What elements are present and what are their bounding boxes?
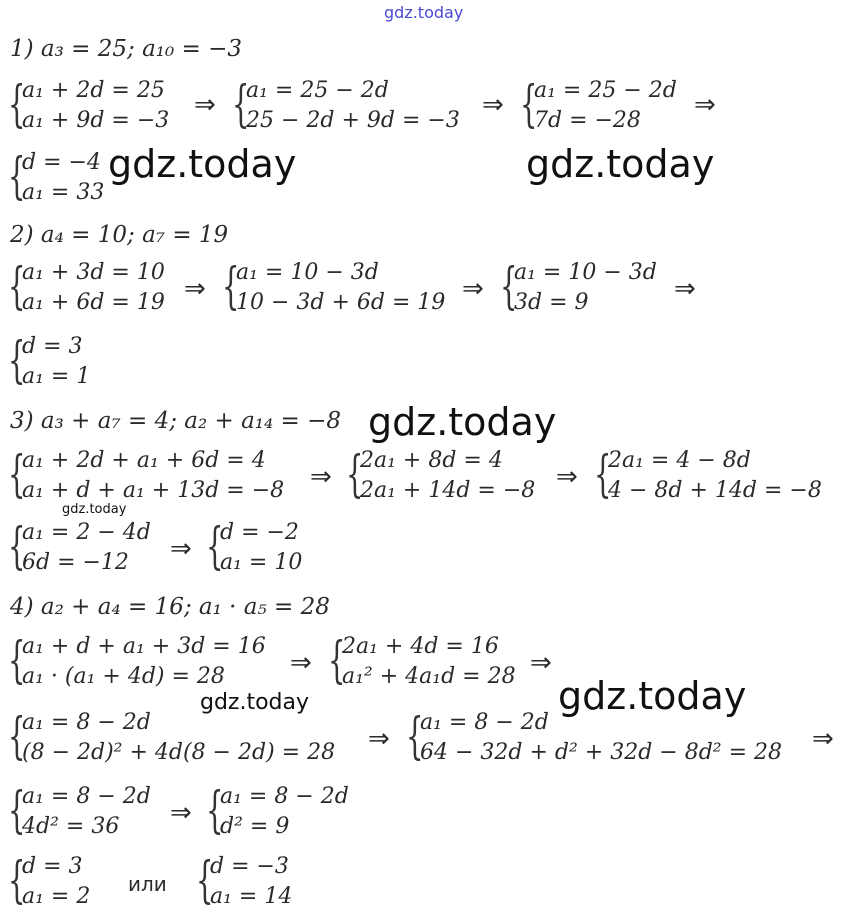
implies-arrow-icon: ⇒ bbox=[310, 462, 332, 492]
equation: (8 − 2d)² + 4d(8 − 2d) = 28 bbox=[22, 740, 336, 765]
implies-arrow-icon: ⇒ bbox=[368, 724, 390, 754]
implies-arrow-icon: ⇒ bbox=[694, 90, 716, 120]
equation: a₁ + 2d = 25 bbox=[22, 78, 165, 103]
equation: a₁ = 25 − 2d bbox=[246, 78, 389, 103]
equation: d = −2 bbox=[220, 520, 299, 545]
brace-icon: { bbox=[500, 257, 518, 315]
equation: 2a₁ + 14d = −8 bbox=[360, 478, 536, 503]
equation: a₁ = 8 − 2d bbox=[220, 784, 349, 809]
equation: a₁ = 1 bbox=[22, 364, 91, 389]
implies-arrow-icon: ⇒ bbox=[462, 274, 484, 304]
equation: a₁ + 6d = 19 bbox=[22, 290, 165, 315]
brace-icon: { bbox=[8, 707, 26, 765]
brace-icon: { bbox=[346, 445, 364, 503]
equation: 6d = −12 bbox=[22, 550, 129, 575]
equation: d = −4 bbox=[22, 150, 101, 175]
equation: a₁ + d + a₁ + 3d = 16 bbox=[22, 634, 266, 659]
watermark: gdz.today bbox=[368, 400, 557, 444]
watermark: gdz.today bbox=[526, 142, 715, 186]
equation: 10 − 3d + 6d = 19 bbox=[236, 290, 446, 315]
equation: 4 − 8d + 14d = −8 bbox=[608, 478, 822, 503]
equation: a₁² + 4a₁d = 28 bbox=[342, 664, 516, 689]
brace-icon: { bbox=[206, 781, 224, 839]
brace-icon: { bbox=[8, 851, 26, 909]
equation: a₁ = 10 bbox=[220, 550, 303, 575]
brace-icon: { bbox=[8, 147, 26, 205]
equation: a₁ + 3d = 10 bbox=[22, 260, 165, 285]
watermark: gdz.today bbox=[108, 142, 297, 186]
brace-icon: { bbox=[8, 445, 26, 503]
equation: a₁ = 2 bbox=[22, 884, 91, 909]
equation: a₁ = 8 − 2d bbox=[420, 710, 549, 735]
implies-arrow-icon: ⇒ bbox=[170, 534, 192, 564]
implies-arrow-icon: ⇒ bbox=[184, 274, 206, 304]
equation: d = −3 bbox=[210, 854, 289, 879]
brace-icon: { bbox=[8, 331, 26, 389]
watermark: gdz.today bbox=[200, 690, 310, 715]
brace-icon: { bbox=[8, 257, 26, 315]
watermark: gdz.today bbox=[62, 502, 127, 517]
watermark: gdz.today bbox=[558, 674, 747, 718]
brace-icon: { bbox=[8, 781, 26, 839]
equation: a₁ = 10 − 3d bbox=[514, 260, 657, 285]
brace-icon: { bbox=[406, 707, 424, 765]
problem-3-header: 3) a₃ + a₇ = 4; a₂ + a₁₄ = −8 bbox=[10, 408, 342, 434]
equation: 2a₁ + 4d = 16 bbox=[342, 634, 499, 659]
equation: d = 3 bbox=[22, 334, 83, 359]
problem-2-header: 2) a₄ = 10; a₇ = 19 bbox=[10, 222, 229, 248]
implies-arrow-icon: ⇒ bbox=[556, 462, 578, 492]
equation: a₁ + 9d = −3 bbox=[22, 108, 170, 133]
brace-icon: { bbox=[594, 445, 612, 503]
equation: a₁ = 2 − 4d bbox=[22, 520, 151, 545]
problem-1-header: 1) a₃ = 25; a₁₀ = −3 bbox=[10, 36, 243, 62]
implies-arrow-icon: ⇒ bbox=[170, 798, 192, 828]
implies-arrow-icon: ⇒ bbox=[674, 274, 696, 304]
brace-icon: { bbox=[206, 517, 224, 575]
equation: 25 − 2d + 9d = −3 bbox=[246, 108, 460, 133]
equation: a₁ = 14 bbox=[210, 884, 293, 909]
implies-arrow-icon: ⇒ bbox=[290, 648, 312, 678]
equation: 3d = 9 bbox=[514, 290, 589, 315]
equation: a₁ = 10 − 3d bbox=[236, 260, 379, 285]
equation: a₁ = 33 bbox=[22, 180, 105, 205]
implies-arrow-icon: ⇒ bbox=[194, 90, 216, 120]
equation: a₁ = 25 − 2d bbox=[534, 78, 677, 103]
brace-icon: { bbox=[8, 75, 26, 133]
equation: a₁ · (a₁ + 4d) = 28 bbox=[22, 664, 225, 689]
implies-arrow-icon: ⇒ bbox=[482, 90, 504, 120]
equation: 64 − 32d + d² + 32d − 8d² = 28 bbox=[420, 740, 783, 765]
equation: 2a₁ + 8d = 4 bbox=[360, 448, 503, 473]
equation: d² = 9 bbox=[220, 814, 290, 839]
problem-4-header: 4) a₂ + a₄ = 16; a₁ · a₅ = 28 bbox=[10, 594, 330, 620]
equation: d = 3 bbox=[22, 854, 83, 879]
equation: a₁ + 2d + a₁ + 6d = 4 bbox=[22, 448, 266, 473]
brace-icon: { bbox=[8, 517, 26, 575]
brace-icon: { bbox=[520, 75, 538, 133]
equation: a₁ + d + a₁ + 13d = −8 bbox=[22, 478, 285, 503]
implies-arrow-icon: ⇒ bbox=[812, 724, 834, 754]
equation: 4d² = 36 bbox=[22, 814, 120, 839]
brace-icon: { bbox=[232, 75, 250, 133]
or-word: или bbox=[128, 872, 167, 896]
equation: a₁ = 8 − 2d bbox=[22, 784, 151, 809]
brace-icon: { bbox=[328, 631, 346, 689]
equation: 2a₁ = 4 − 8d bbox=[608, 448, 751, 473]
implies-arrow-icon: ⇒ bbox=[530, 648, 552, 678]
watermark-top: gdz.today bbox=[384, 3, 464, 22]
brace-icon: { bbox=[8, 631, 26, 689]
brace-icon: { bbox=[196, 851, 214, 909]
equation: 7d = −28 bbox=[534, 108, 641, 133]
equation: a₁ = 8 − 2d bbox=[22, 710, 151, 735]
brace-icon: { bbox=[222, 257, 240, 315]
